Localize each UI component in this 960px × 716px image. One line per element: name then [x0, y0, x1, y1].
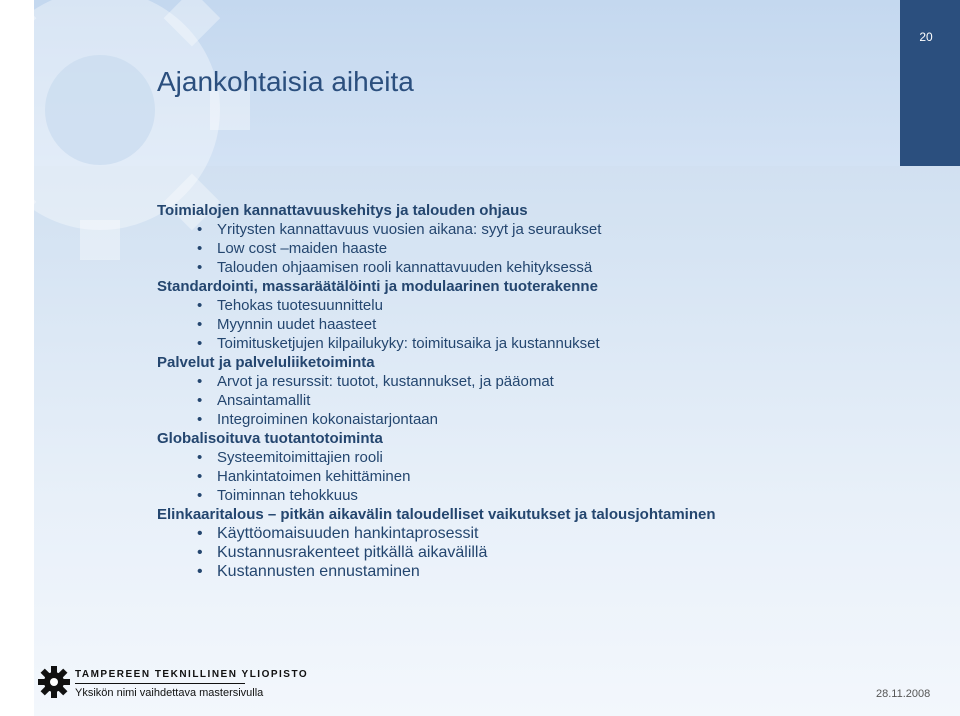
bullet-item — [157, 315, 897, 334]
page-number: 20 — [919, 30, 933, 44]
bullet-item — [157, 334, 897, 353]
bullet-item — [157, 372, 897, 391]
bullet-item — [157, 220, 897, 239]
section-heading: Standardointi, massaräätälöinti ja modulaarinen tuoterakenne — [157, 278, 598, 295]
bullet-icon: • — [197, 468, 203, 485]
bullet-text: Tehokas tuotesuunnittelu — [217, 297, 383, 314]
bullet-text: Integroiminen kokonaistarjontaan — [217, 411, 438, 428]
slide-content — [157, 201, 897, 581]
bullet-text: Arvot ja resurssit: tuotot, kustannukset, ja pääomat — [217, 373, 554, 390]
bullet-text: Yritysten kannattavuus vuosien aikana: syyt ja seuraukset — [217, 221, 602, 238]
bullet-icon: • — [197, 487, 203, 504]
footer-subtitle: Yksikön nimi vaihdettava mastersivulla — [75, 687, 264, 699]
bullet-text: Toiminnan tehokkuus — [217, 487, 358, 504]
section-heading: Toimialojen kannattavuuskehitys ja talouden ohjaus — [157, 202, 528, 219]
bullet-text: Low cost –maiden haaste — [217, 240, 388, 257]
bullet-item — [157, 296, 897, 315]
bullet-icon: • — [197, 392, 203, 409]
bullet-item — [157, 524, 897, 543]
bullet-item — [157, 562, 897, 581]
bullet-item — [157, 486, 897, 505]
bullet-text: Kustannusrakenteet pitkällä aikavälillä — [217, 544, 488, 561]
university-logo-icon — [34, 664, 74, 700]
bullet-item — [157, 258, 897, 277]
bullet-item — [157, 543, 897, 562]
bullet-text: Käyttöomaisuuden hankintaprosessit — [217, 525, 479, 542]
bullet-item — [157, 467, 897, 486]
bullet-item — [157, 448, 897, 467]
bullet-icon: • — [197, 316, 203, 333]
bullet-item — [157, 410, 897, 429]
section-heading: Palvelut ja palveluliiketoiminta — [157, 354, 375, 371]
section-heading: Elinkaaritalous – pitkän aikavälin taloudelliset vaikutukset ja talousjohtaminen — [157, 506, 716, 523]
bullet-icon: • — [197, 373, 203, 390]
bullet-text: Hankintatoimen kehittäminen — [217, 468, 411, 485]
bullet-icon: • — [197, 221, 203, 238]
bullet-icon: • — [197, 449, 203, 466]
bullet-icon: • — [197, 297, 203, 314]
bullet-icon: • — [197, 544, 203, 561]
bullet-icon: • — [197, 240, 203, 257]
footer-divider — [75, 683, 245, 684]
bullet-icon: • — [197, 563, 203, 580]
bullet-text: Systeemitoimittajien rooli — [217, 449, 383, 466]
footer-date: 28.11.2008 — [876, 688, 931, 700]
bullet-icon: • — [197, 525, 203, 542]
bullet-icon: • — [197, 411, 203, 428]
bullet-icon: • — [197, 259, 203, 276]
bullet-item — [157, 239, 897, 258]
bullet-text: Kustannusten ennustaminen — [217, 563, 420, 580]
bullet-text: Toimitusketjujen kilpailukyky: toimitusaika ja kustannukset — [217, 335, 600, 352]
university-name: TAMPEREEN TEKNILLINEN YLIOPISTO — [75, 669, 309, 680]
slide-title: Ajankohtaisia aiheita — [157, 66, 414, 97]
bullet-item — [157, 391, 897, 410]
header-accent-bar — [900, 0, 960, 166]
bullet-text: Ansaintamallit — [217, 392, 311, 409]
bullet-text: Myynnin uudet haasteet — [217, 316, 377, 333]
section-heading: Globalisoituva tuotantotoiminta — [157, 430, 383, 447]
bullet-icon: • — [197, 335, 203, 352]
bullet-text: Talouden ohjaamisen rooli kannattavuuden kehityksessä — [217, 259, 593, 276]
